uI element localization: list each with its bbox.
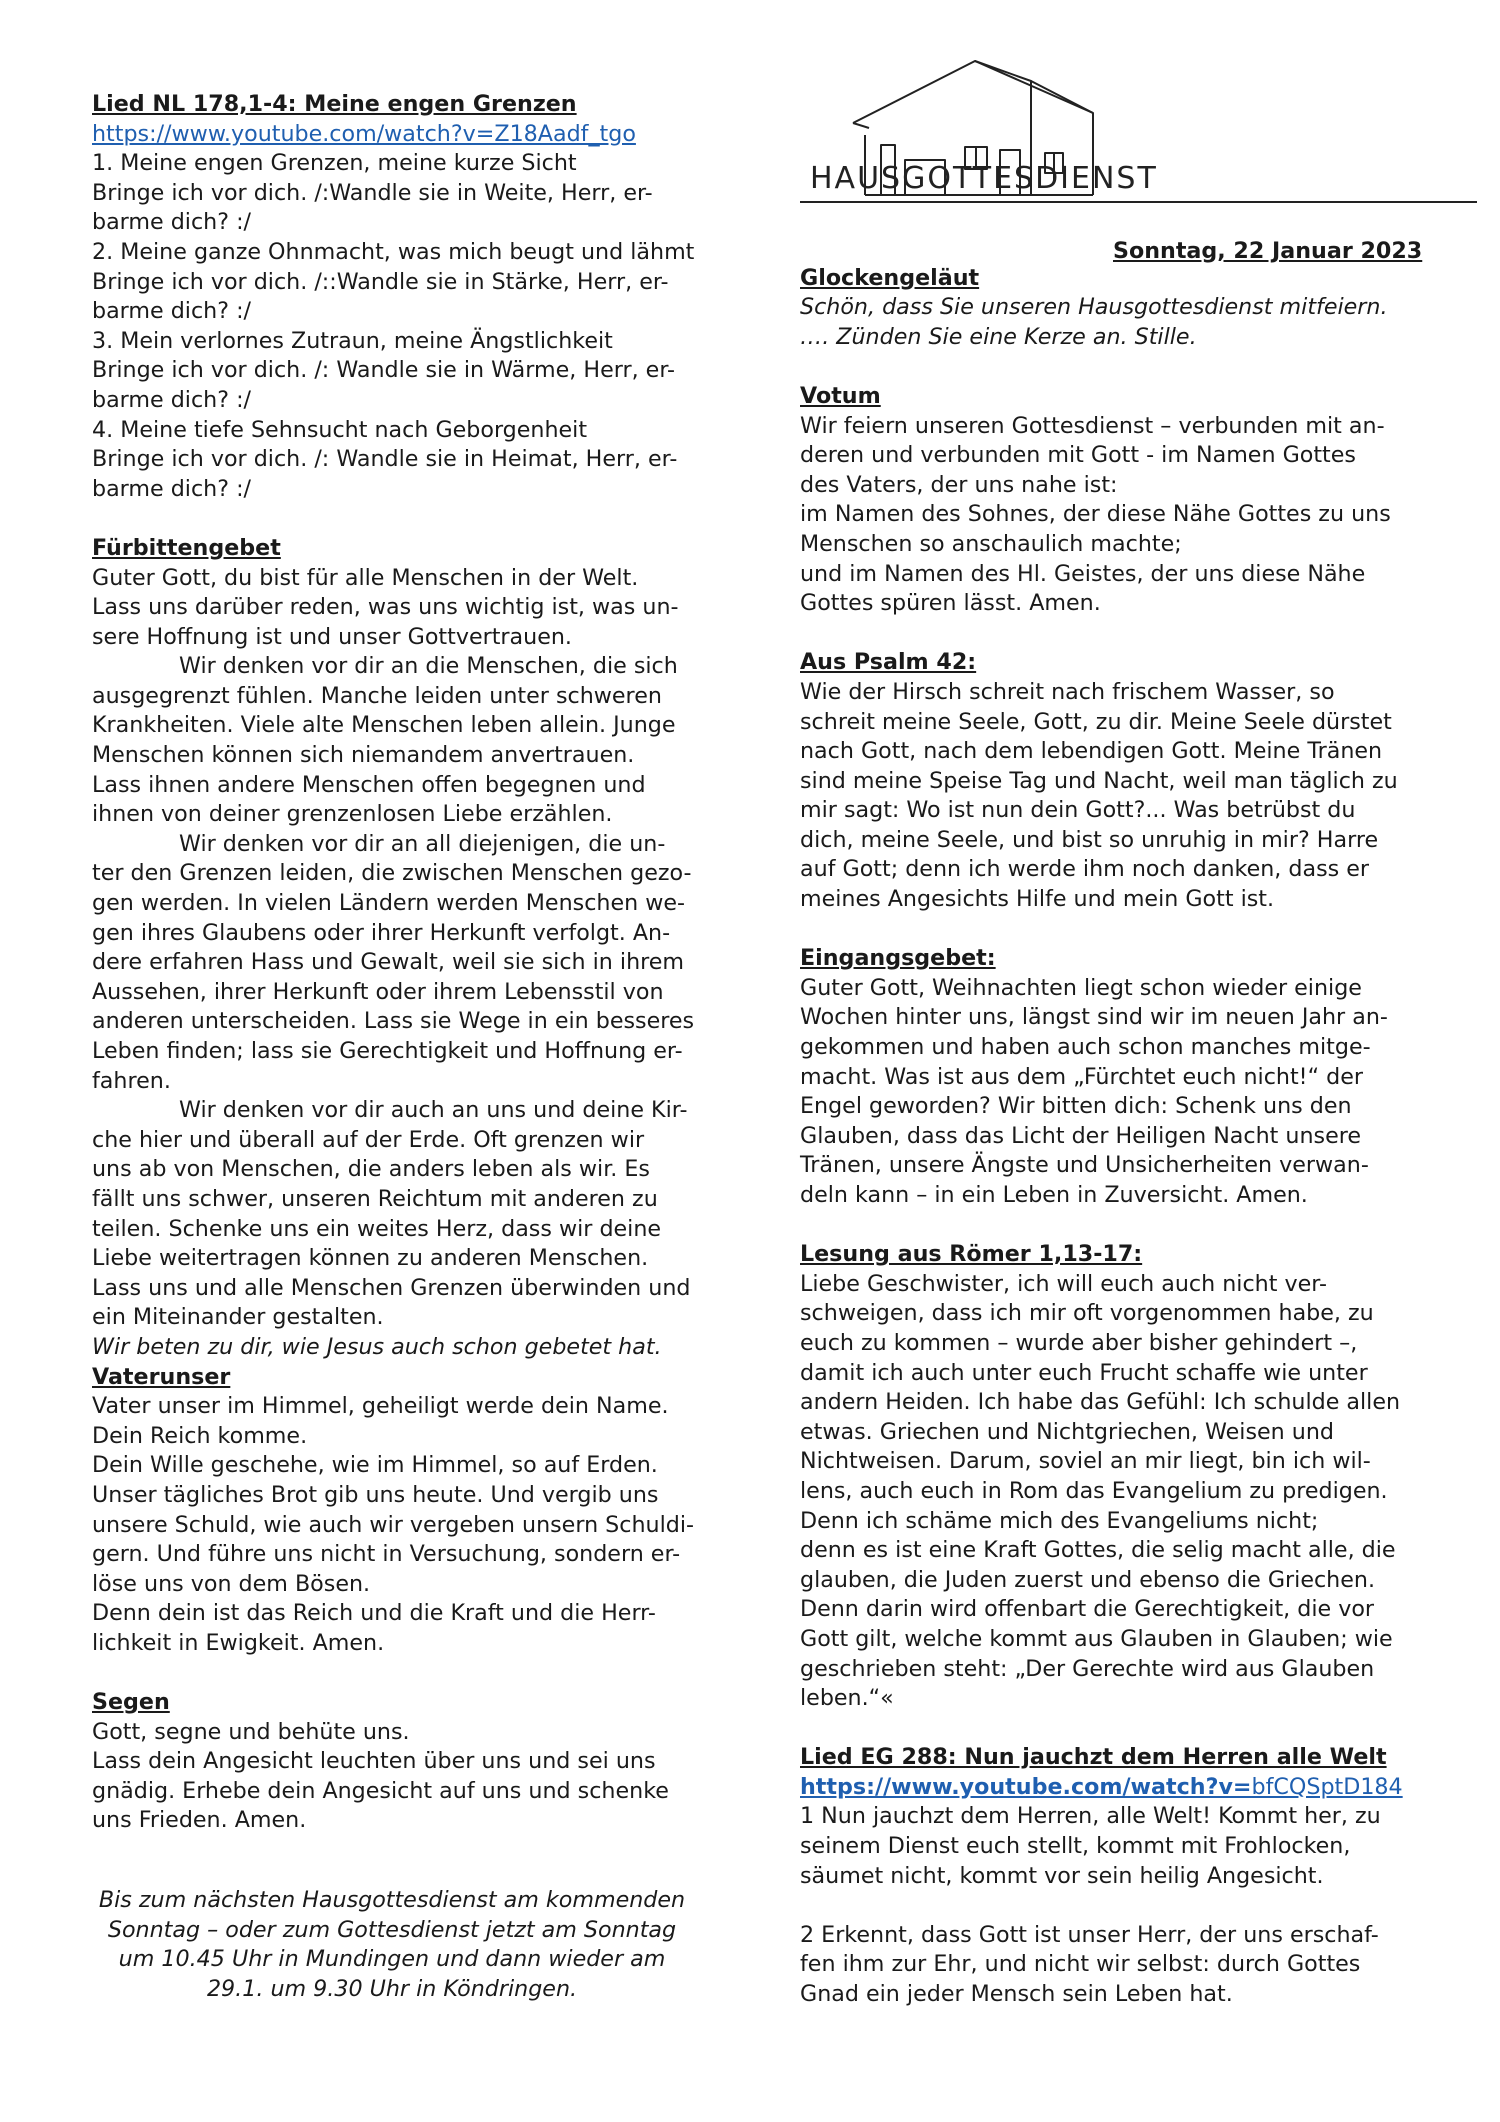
text-line: Bringe ich vor dich. /: Wandle sie in Wärme, Herr, er- xyxy=(92,357,676,384)
text-line: 29.1. um 9.30 Uhr in Köndringen. xyxy=(206,1975,578,2002)
text-line: Liebe Geschwister, ich will euch auch nicht ver- xyxy=(800,1270,1327,1297)
text-line: lichkeit in Ewigkeit. Amen. xyxy=(92,1629,385,1656)
text-line: Sonntag – oder zum Gottesdienst jetzt am Sonntag xyxy=(107,1916,677,1943)
votum-title: Votum xyxy=(800,382,881,409)
text-line: ihnen von deiner grenzenlosen Liebe erzählen. xyxy=(92,801,613,828)
text-line: Denn dein ist das Reich und die Kraft und die Herr- xyxy=(92,1600,656,1627)
text-line: Lass uns und alle Menschen Grenzen überwinden und xyxy=(92,1274,691,1301)
text-line: Gott gilt, welche kommt aus Glauben in Glauben; wie xyxy=(800,1625,1393,1652)
text-line: anderen unterscheiden. Lass sie Wege in ein besseres xyxy=(92,1008,695,1035)
text-line: schweigen, dass ich mir oft vorgenommen habe, zu xyxy=(800,1300,1374,1327)
text-line: fen ihm zur Ehr, und nicht wir selbst: durch Gottes xyxy=(800,1951,1361,1978)
text-line: ter den Grenzen leiden, die zwischen Menschen gezo- xyxy=(92,860,692,887)
text-line: Liebe weitertragen können zu anderen Menschen. xyxy=(92,1245,649,1272)
vaterunser-title: Vaterunser xyxy=(92,1363,231,1390)
psalm-title: Aus Psalm 42: xyxy=(800,649,977,676)
service-date: Sonntag, 22 Januar 2023 xyxy=(1113,238,1423,264)
text-line: Vater unser im Himmel, geheiligt werde dein Name. xyxy=(92,1393,669,1420)
text-line: Nichtweisen. Darum, soviel an mir liegt, bin ich wil- xyxy=(800,1448,1371,1475)
text-line: Glauben, dass das Licht der Heiligen Nacht unsere xyxy=(800,1122,1362,1149)
text-line: macht. Was ist aus dem „Fürchtet euch nicht!“ der xyxy=(800,1063,1363,1090)
text-line: barme dich? :/ xyxy=(92,475,252,502)
text-line: Engel geworden? Wir bitten dich: Schenk uns den xyxy=(800,1093,1352,1120)
text-line: deln kann – in ein Leben in Zuversicht. Amen. xyxy=(800,1182,1308,1208)
spacer xyxy=(92,504,712,534)
spacer xyxy=(800,1211,1430,1241)
eingang-title: Eingangsgebet: xyxy=(800,945,996,972)
lied1-youtube-link[interactable]: https://www.youtube.com/watch?v=Z18Aadf_tgo xyxy=(92,120,636,147)
text-line: gnädig. Erhebe dein Angesicht auf uns und schenke xyxy=(92,1777,669,1804)
text-line: Lass ihnen andere Menschen offen begegnen und xyxy=(92,771,646,798)
text-line: Leben finden; lass sie Gerechtigkeit und Hoffnung er- xyxy=(92,1038,683,1064)
text-line: Gnad ein jeder Mensch sein Leben hat. xyxy=(800,1981,1233,2008)
text-line: Denn ich schäme mich des Evangeliums nicht; xyxy=(800,1507,1319,1534)
text-line: glauben, die Juden zuerst und ebenso die Griechen. xyxy=(800,1566,1376,1593)
fuerbitte-title: Fürbittengebet xyxy=(92,534,281,561)
text-line: Wir denken vor dir an all diejenigen, die un- xyxy=(179,830,666,857)
text-line: Wir denken vor dir an die Menschen, die sich xyxy=(179,653,678,680)
text-line: lens, auch euch in Rom das Evangelium zu predigen. xyxy=(800,1477,1388,1504)
text-line: andern Heiden. Ich habe das Gefühl: Ich schulde allen xyxy=(800,1389,1401,1416)
text-line: mir sagt: Wo ist nun dein Gott?... Was betrübst du xyxy=(800,797,1356,824)
text-line: euch zu kommen – wurde aber bisher gehindert –, xyxy=(800,1329,1358,1356)
text-line: barme dich? :/ xyxy=(92,298,252,325)
text-line: Menschen so anschaulich machte; xyxy=(800,530,1182,557)
text-line: sere Hoffnung ist und unser Gottvertrauen. xyxy=(92,623,572,650)
text-line: geschrieben steht: „Der Gerechte wird aus Glauben xyxy=(800,1655,1375,1682)
text-line: ausgegrenzt fühlen. Manche leiden unter schweren xyxy=(92,682,662,709)
text-line: uns Frieden. Amen. xyxy=(92,1807,307,1834)
text-line: Bringe ich vor dich. /:Wandle sie in Weite, Herr, er- xyxy=(92,179,653,206)
lied2-title: Lied EG 288: Nun jauchzt dem Herren alle Welt xyxy=(800,1744,1387,1771)
link-part: https://www.youtube.com/watch?v= xyxy=(800,1773,1252,1800)
text-line: uns ab von Menschen, die anders leben als wir. Es xyxy=(92,1156,650,1183)
spacer xyxy=(800,1714,1430,1744)
text-line: auf Gott; denn ich werde ihm noch danken, dass er xyxy=(800,856,1370,883)
text-line: Tränen, unsere Ängste und Unsicherheiten verwan- xyxy=(800,1152,1369,1179)
lied1-lines xyxy=(92,149,712,504)
text-line: 2 Erkennt, dass Gott ist unser Herr, der uns erschaf- xyxy=(800,1921,1379,1948)
text-line: Bis zum nächsten Hausgottesdienst am kommenden xyxy=(98,1887,686,1913)
text-line: dich, meine Seele, und bist so unruhig in mir? Harre xyxy=(800,826,1379,853)
text-line: Wochen hinter uns, längst sind wir im neuen Jahr an- xyxy=(800,1004,1388,1031)
text-line: ein Miteinander gestalten. xyxy=(92,1304,384,1331)
text-line: gekommen und haben auch schon manches mitge- xyxy=(800,1034,1371,1061)
text-line: des Vaters, der uns nahe ist: xyxy=(800,471,1118,498)
text-line: unsere Schuld, wie auch wir vergeben unsern Schuldi- xyxy=(92,1511,695,1538)
text-line: 2. Meine ganze Ohnmacht, was mich beugt und lähmt xyxy=(92,238,695,265)
text-line: Dein Reich komme. xyxy=(92,1422,308,1449)
text-line: …. Zünden Sie eine Kerze an. Stille. xyxy=(800,323,1197,350)
text-line: Krankheiten. Viele alte Menschen leben allein. Junge xyxy=(92,712,676,739)
text-line: barme dich? :/ xyxy=(92,209,252,236)
text-line: dere erfahren Hass und Gewalt, weil sie sich in ihrem xyxy=(92,949,685,976)
left-column xyxy=(92,90,712,1836)
text-line: barme dich? :/ xyxy=(92,386,252,413)
text-line: Menschen können sich niemandem anvertrauen. xyxy=(92,742,635,769)
right-column xyxy=(800,234,1430,2010)
text-line: gern. Und führe uns nicht in Versuchung, sondern er- xyxy=(92,1541,681,1568)
text-line: teilen. Schenke uns ein weites Herz, dass wir deine xyxy=(92,1215,662,1242)
text-line: 1 Nun jauchzt dem Herren, alle Welt! Kommt her, zu xyxy=(800,1803,1381,1830)
text-line: etwas. Griechen und Nichtgriechen, Weisen und xyxy=(800,1418,1334,1445)
text-line: schreit meine Seele, Gott, zu dir. Meine Seele dürstet xyxy=(800,708,1392,735)
text-line: meines Angesichts Hilfe und mein Gott ist. xyxy=(800,886,1275,913)
text-line: Denn darin wird offenbart die Gerechtigkeit, die vor xyxy=(800,1596,1375,1623)
spacer xyxy=(800,352,1430,382)
text-line: Lass uns darüber reden, was uns wichtig ist, was un- xyxy=(92,594,679,621)
text-line: gen ihres Glaubens oder ihrer Herkunft verfolgt. An- xyxy=(92,919,671,946)
text-line: Guter Gott, Weihnachten liegt schon wieder einige xyxy=(800,974,1362,1001)
text-line: im Namen des Sohnes, der diese Nähe Gottes zu uns xyxy=(800,501,1391,528)
text-line: Wir feiern unseren Gottesdienst – verbunden mit an- xyxy=(800,412,1385,439)
text-line: seinem Dienst euch stellt, kommt mit Frohlocken, xyxy=(800,1833,1351,1860)
spacer xyxy=(800,1891,1430,1921)
lied1-title: Lied NL 178,1-4: Meine engen Grenzen xyxy=(92,91,577,117)
text-line: Gott, segne und behüte uns. xyxy=(92,1718,410,1745)
lied2-youtube-link[interactable] xyxy=(800,1773,1430,1803)
text-line: leben.“« xyxy=(800,1685,894,1712)
spacer xyxy=(92,1658,712,1688)
text-line: löse uns von dem Bösen. xyxy=(92,1570,371,1597)
link-part: bfCQSptD184 xyxy=(1251,1773,1403,1800)
text-line: Guter Gott, du bist für alle Menschen in der Welt. xyxy=(92,564,639,591)
text-line: 4. Meine tiefe Sehnsucht nach Geborgenheit xyxy=(92,416,588,443)
text-line: sind meine Speise Tag und Nacht, weil man täglich zu xyxy=(800,767,1398,794)
text-line: denn es ist eine Kraft Gottes, die selig macht alle, die xyxy=(800,1537,1396,1564)
text-line: Schön, dass Sie unseren Hausgottesdienst mitfeiern. xyxy=(800,294,1388,321)
lesung-title: Lesung aus Römer 1,13-17: xyxy=(800,1241,1143,1268)
text-line: 1. Meine engen Grenzen, meine kurze Sicht xyxy=(92,150,577,177)
text-line: deren und verbunden mit Gott - im Namen Gottes xyxy=(800,442,1356,469)
text-line: 3. Mein verlornes Zutraun, meine Ängstlichkeit xyxy=(92,327,613,354)
text-line: um 10.45 Uhr in Mundingen und dann wieder am xyxy=(118,1946,666,1973)
brand-title: HAUSGOTTESDIENST xyxy=(810,161,1158,196)
text-line: Wir denken vor dir auch an uns und deine Kir- xyxy=(179,1097,688,1124)
spacer xyxy=(800,619,1430,649)
spacer xyxy=(800,915,1430,945)
text-line: Bringe ich vor dich. /: Wandle sie in Heimat, Herr, er- xyxy=(92,446,678,473)
closing-note xyxy=(92,1886,692,2004)
text-line: und im Namen des Hl. Geistes, der uns diese Nähe xyxy=(800,560,1366,587)
text-line: Bringe ich vor dich. /::Wandle sie in Stärke, Herr, er- xyxy=(92,268,669,295)
spacer xyxy=(800,234,1430,264)
text-line: Aussehen, ihrer Herkunft oder ihrem Lebensstil von xyxy=(92,978,664,1005)
text-line: Lass dein Angesicht leuchten über uns und sei uns xyxy=(92,1748,656,1775)
text-line: Wie der Hirsch schreit nach frischem Wasser, so xyxy=(800,678,1335,705)
text-line: Gottes spüren lässt. Amen. xyxy=(800,590,1101,617)
text-line: Unser tägliches Brot gib uns heute. Und vergib uns xyxy=(92,1481,659,1508)
text-line: Dein Wille geschehe, wie im Himmel, so auf Erden. xyxy=(92,1452,658,1479)
glocken-title: Glockengeläut xyxy=(800,264,980,291)
text-line: damit ich auch unter euch Frucht schaffe wie unter xyxy=(800,1359,1368,1386)
text-line: säumet nicht, kommt vor sein heilig Angesicht. xyxy=(800,1862,1324,1889)
text-line: gen werden. In vielen Ländern werden Menschen we- xyxy=(92,890,686,917)
text-line: nach Gott, nach dem lebendigen Gott. Meine Tränen xyxy=(800,738,1383,765)
fuerbitte-closing: Wir beten zu dir, wie Jesus auch schon gebetet hat. xyxy=(92,1333,662,1360)
segen-title: Segen xyxy=(92,1689,170,1716)
text-line: che hier und überall auf der Erde. Oft grenzen wir xyxy=(92,1126,645,1153)
text-line: fällt uns schwer, unseren Reichtum mit anderen zu xyxy=(92,1185,658,1212)
text-line: fahren. xyxy=(92,1067,171,1094)
